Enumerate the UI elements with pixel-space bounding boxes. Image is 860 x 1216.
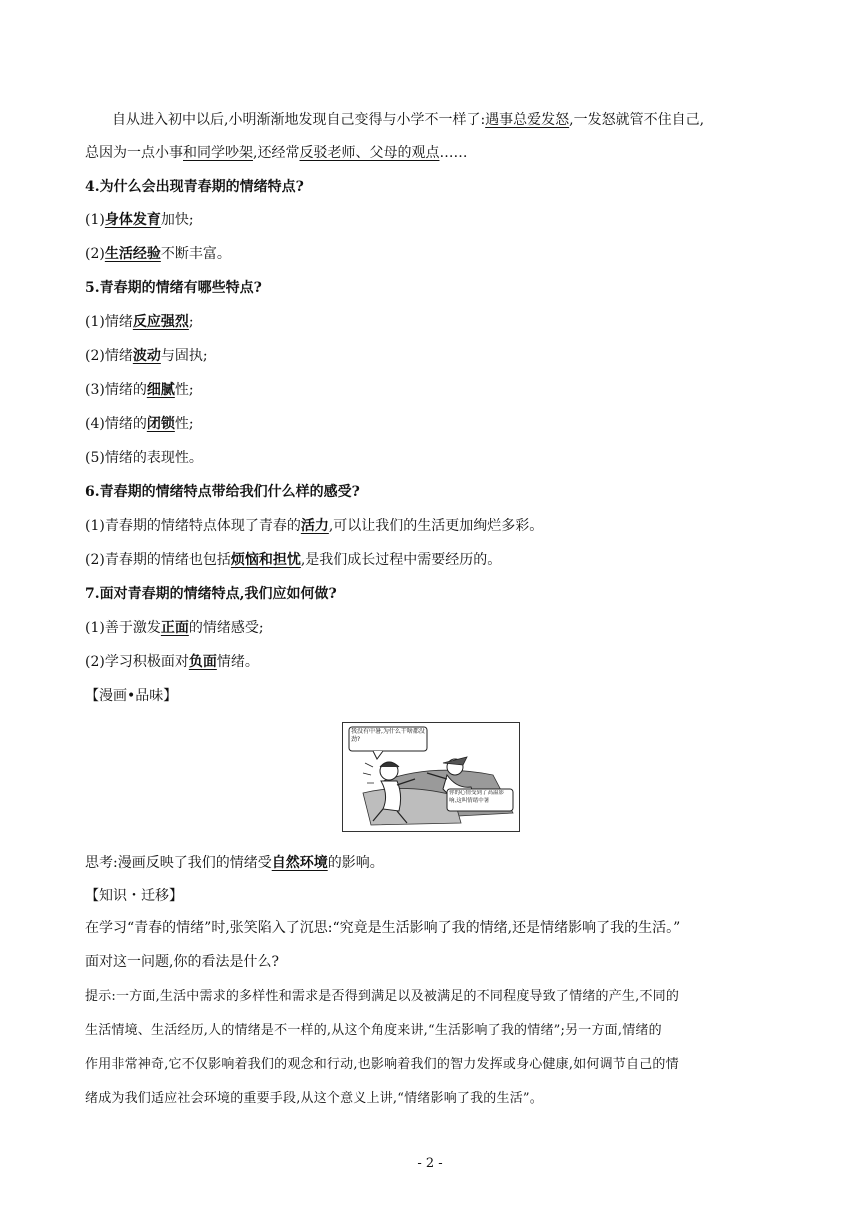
intro-paragraph-line-2 [85,143,775,163]
question-4-answer-2: (2)生活经验不断丰富。 [85,246,231,262]
question-5-title: 5.青春期的情绪有哪些特点? [85,280,262,296]
question-5-answer-1: (1)情绪反应强烈; [85,314,194,330]
transfer-question-line-2: 面对这一问题,你的看法是什么? [85,954,279,970]
intro-underlined-text: 和同学吵架 [183,145,253,161]
question-6-answer-1: (1)青春期的情绪特点体现了青春的活力,可以让我们的生活更加绚烂多彩。 [85,518,544,534]
question-7-title: 7.面对青春期的情绪特点,我们应如何做? [85,586,337,602]
question-7-answer-2: (2)学习积极面对负面情绪。 [85,654,259,670]
intro-text: 自从进入初中以后,小明渐渐地发现自己变得与小学不一样了: [112,112,486,128]
answer-keyword: 波动 [132,348,161,364]
comic-section-heading: 【漫画•品味】 [85,688,178,704]
answer-keyword: 负面 [188,654,217,670]
hint-line-3: 作用非常神奇,它不仅影响着我们的观念和行动,也影响着我们的智力发挥或身心健康,如何调节自己的情 [85,1057,679,1072]
question-4-title: 4.为什么会出现青春期的情绪特点? [85,179,304,195]
transfer-section-heading: 【知识・迁移】 [85,888,183,904]
transfer-question-line-1: 在学习“青春的情绪”时,张笑陷入了沉思:“究竟是生活影响了我的情绪,还是情绪影响了我的生活。” [85,920,681,936]
question-5-answer-5: (5)情绪的表现性。 [85,450,203,466]
intro-underlined-text: 反驳老师、父母的观点 [299,145,440,161]
speech-bubble-left-text: 我没有中暑,为什么干啥都没劲? [351,728,425,743]
answer-keyword: 生活经验 [104,246,161,262]
question-6-title: 6.青春期的情绪特点带给我们什么样的感受? [85,484,360,500]
answer-keyword: 身体发育 [104,212,161,228]
question-5-answer-2: (2)情绪波动与固执; [85,348,208,364]
hint-line-2: 生活情境、生活经历,人的情绪是不一样的,从这个角度来讲,“生活影响了我的情绪”;另一方面,情绪的 [85,1023,662,1038]
answer-keyword: 正面 [160,620,189,636]
question-7-answer-1: (1)善于激发正面的情绪感受; [85,620,264,636]
intro-text: …… [439,145,468,161]
question-6-answer-2: (2)青春期的情绪也包括烦恼和担忧,是我们成长过程中需要经历的。 [85,552,502,568]
answer-keyword: 反应强烈 [132,314,189,330]
intro-text: 总因为一点小事 [85,145,183,161]
answer-keyword: 闭锁 [146,416,175,432]
answer-keyword: 活力 [300,518,329,534]
answer-keyword: 自然环境 [271,855,328,871]
comic-drawing [343,723,519,831]
hint-line-1: 提示:一方面,生活中需求的多样性和需求是否得到满足以及被满足的不同程度导致了情绪的产生,不同的 [85,989,680,1004]
question-5-answer-3: (3)情绪的细腻性; [85,382,194,398]
intro-text: ,一发怒就管不住自己, [569,112,705,128]
comic-reflection: 思考:漫画反映了我们的情绪受自然环境的影响。 [85,855,384,871]
intro-paragraph-line-1 [112,110,802,130]
answer-keyword: 细腻 [146,382,175,398]
question-4-answer-1: (1)身体发育加快; [85,212,194,228]
speech-bubble-right-text: 你的心情受到了高温影响,这叫情绪中暑 [449,790,505,804]
hint-line-4: 绪成为我们适应社会环境的重要手段,从这个意义上讲,“情绪影响了我的生活”。 [85,1091,543,1106]
question-5-answer-4: (4)情绪的闭锁性; [85,416,194,432]
answer-keyword: 烦恼和担忧 [230,552,301,568]
comic-illustration [342,722,520,832]
page-number: - 2 - [417,1156,443,1171]
intro-underlined-text: 遇事总爱发怒 [485,112,570,128]
intro-text: ,还经常 [253,145,300,161]
